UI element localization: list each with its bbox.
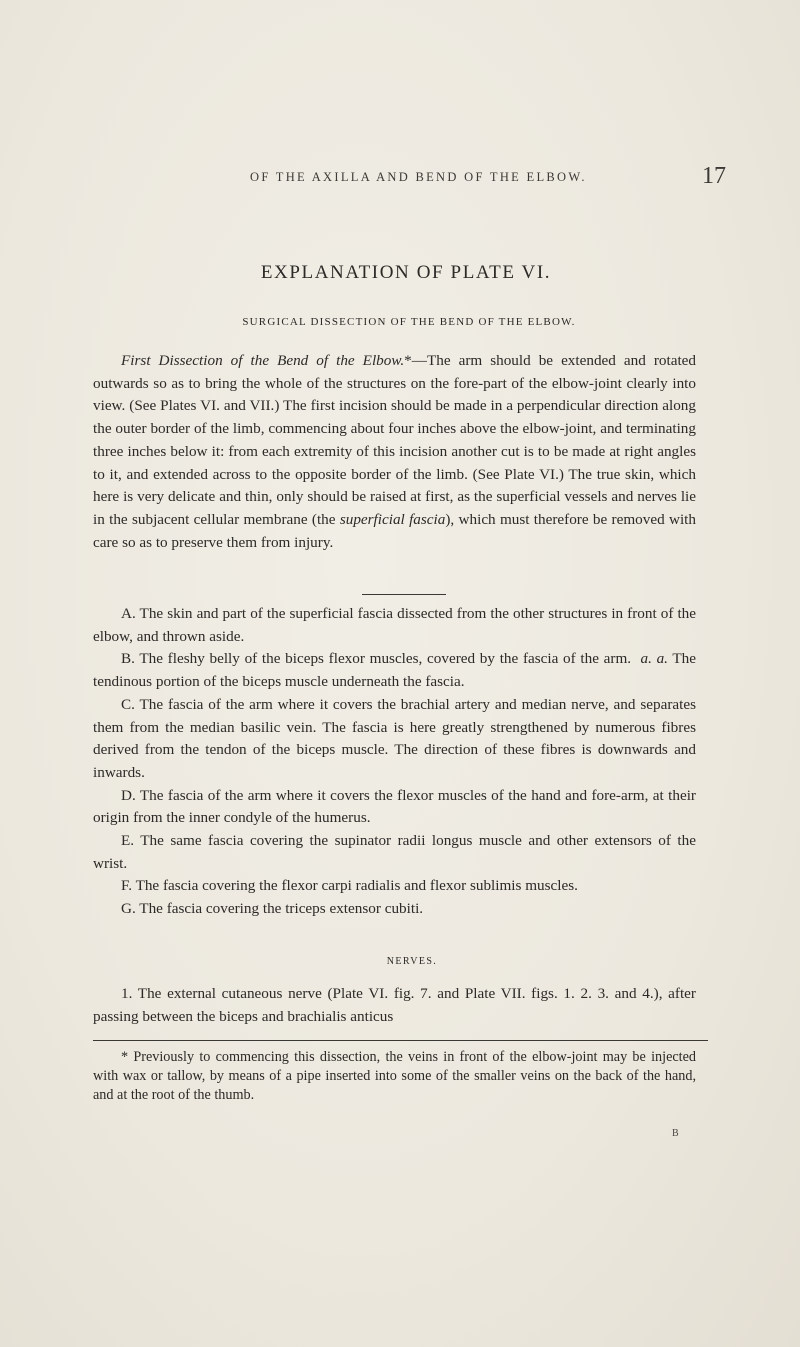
- running-head: OF THE AXILLA AND BEND OF THE ELBOW.: [250, 170, 587, 184]
- footnote: [93, 1048, 696, 1106]
- footnote-rule: [93, 1040, 708, 1041]
- item-sublabel: a. a.: [640, 650, 668, 668]
- explanation-item: [93, 830, 696, 875]
- nerve-label: 1.: [121, 985, 133, 1002]
- intro-body: —The arm should be extended and rotated outwards so as to bring the whole of the structures on the fore-part of the elbow-joint clearly into view. (See Plates VI. and VII.) The first incision should be made in a perpendicular direction along the outer border of the limb, commencing about four inches above the elbow-joint, and terminating three inches below it: from each extremity of this incision another cut is to be made at right angles to it, and extended across to the opposite border of the limb. (See Plate VI.) The true skin, which here is very delicate and thin, only should be raised at first, as the superficial vessels and nerves lie in the subjacent cellular membrane (the: [93, 352, 697, 528]
- explanation-item: [93, 648, 696, 693]
- footnote-marker: *: [121, 1049, 129, 1065]
- dissection-title: First Dissection of the Bend of the Elbow.: [121, 352, 405, 369]
- signature-mark: B: [672, 1128, 680, 1139]
- explanation-list: [93, 603, 696, 921]
- section-divider: [362, 594, 446, 595]
- item-label: B.: [121, 650, 135, 668]
- item-label: G.: [121, 900, 136, 918]
- item-text: The same fascia covering the supinator radii longus muscle and other extensors of the wrist.: [93, 832, 696, 872]
- item-text: The skin and part of the superficial fascia dissected from the other structures in front of the elbow, and thrown aside.: [93, 605, 696, 645]
- item-text: The fascia of the arm where it covers the brachial artery and median nerve, and separates them from the median basilic vein. The fascia is here greatly strengthened by numerous fibres derived from the tendon of the biceps muscle. The direction of these fibres is downwards and inwards.: [93, 695, 696, 781]
- item-text: The fascia covering the triceps extensor cubiti.: [139, 900, 424, 918]
- item-text: The fleshy belly of the biceps flexor muscles, covered by the fascia of the arm.: [139, 650, 632, 668]
- intro-body-end: ), which must therefore be removed with care so as to preserve them from injury.: [93, 510, 697, 551]
- italic-term: superficial fascia: [339, 510, 446, 528]
- item-label: F.: [121, 877, 133, 895]
- nerves-list: [93, 983, 696, 1028]
- intro-text: [93, 350, 696, 554]
- item-label: D.: [121, 786, 136, 804]
- item-label: C.: [121, 695, 135, 713]
- item-label: E.: [121, 832, 135, 850]
- nerves-heading: NERVES.: [386, 956, 438, 967]
- explanation-item: [93, 694, 696, 785]
- intro-paragraph: [93, 350, 696, 554]
- section-subtitle: SURGICAL DISSECTION OF THE BEND OF THE ELBOW.: [242, 316, 576, 328]
- footnote-text: [93, 1048, 696, 1106]
- plate-title: EXPLANATION OF PLATE VI.: [260, 262, 552, 283]
- item-subtext: The tendinous portion of the biceps muscle underneath the fascia.: [93, 650, 697, 691]
- nerve-item: [93, 983, 696, 1028]
- item-text: The fascia covering the flexor carpi radialis and flexor sublimis muscles.: [135, 877, 578, 895]
- item-text: The fascia of the arm where it covers the flexor muscles of the hand and fore-arm, at their origin from the inner condyle of the humerus.: [93, 786, 696, 827]
- footnote-body: Previously to commencing this dissection, the veins in front of the elbow-joint may be injected with wax or tallow, by means of a pipe inserted into some of the smaller veins on the back of the hand, and at the root of the thumb.: [93, 1049, 696, 1104]
- item-label: A.: [121, 605, 136, 622]
- explanation-item: [93, 603, 696, 648]
- explanation-item: [93, 898, 696, 921]
- footnote-marker: *: [404, 352, 412, 369]
- nerve-text: The external cutaneous nerve (Plate VI. fig. 7. and Plate VII. figs. 1. 2. 3. and 4.), after passing between the biceps and brachialis anticus: [93, 985, 696, 1025]
- page-number: 17: [702, 163, 726, 189]
- explanation-item: [93, 785, 696, 830]
- explanation-item: [93, 875, 696, 898]
